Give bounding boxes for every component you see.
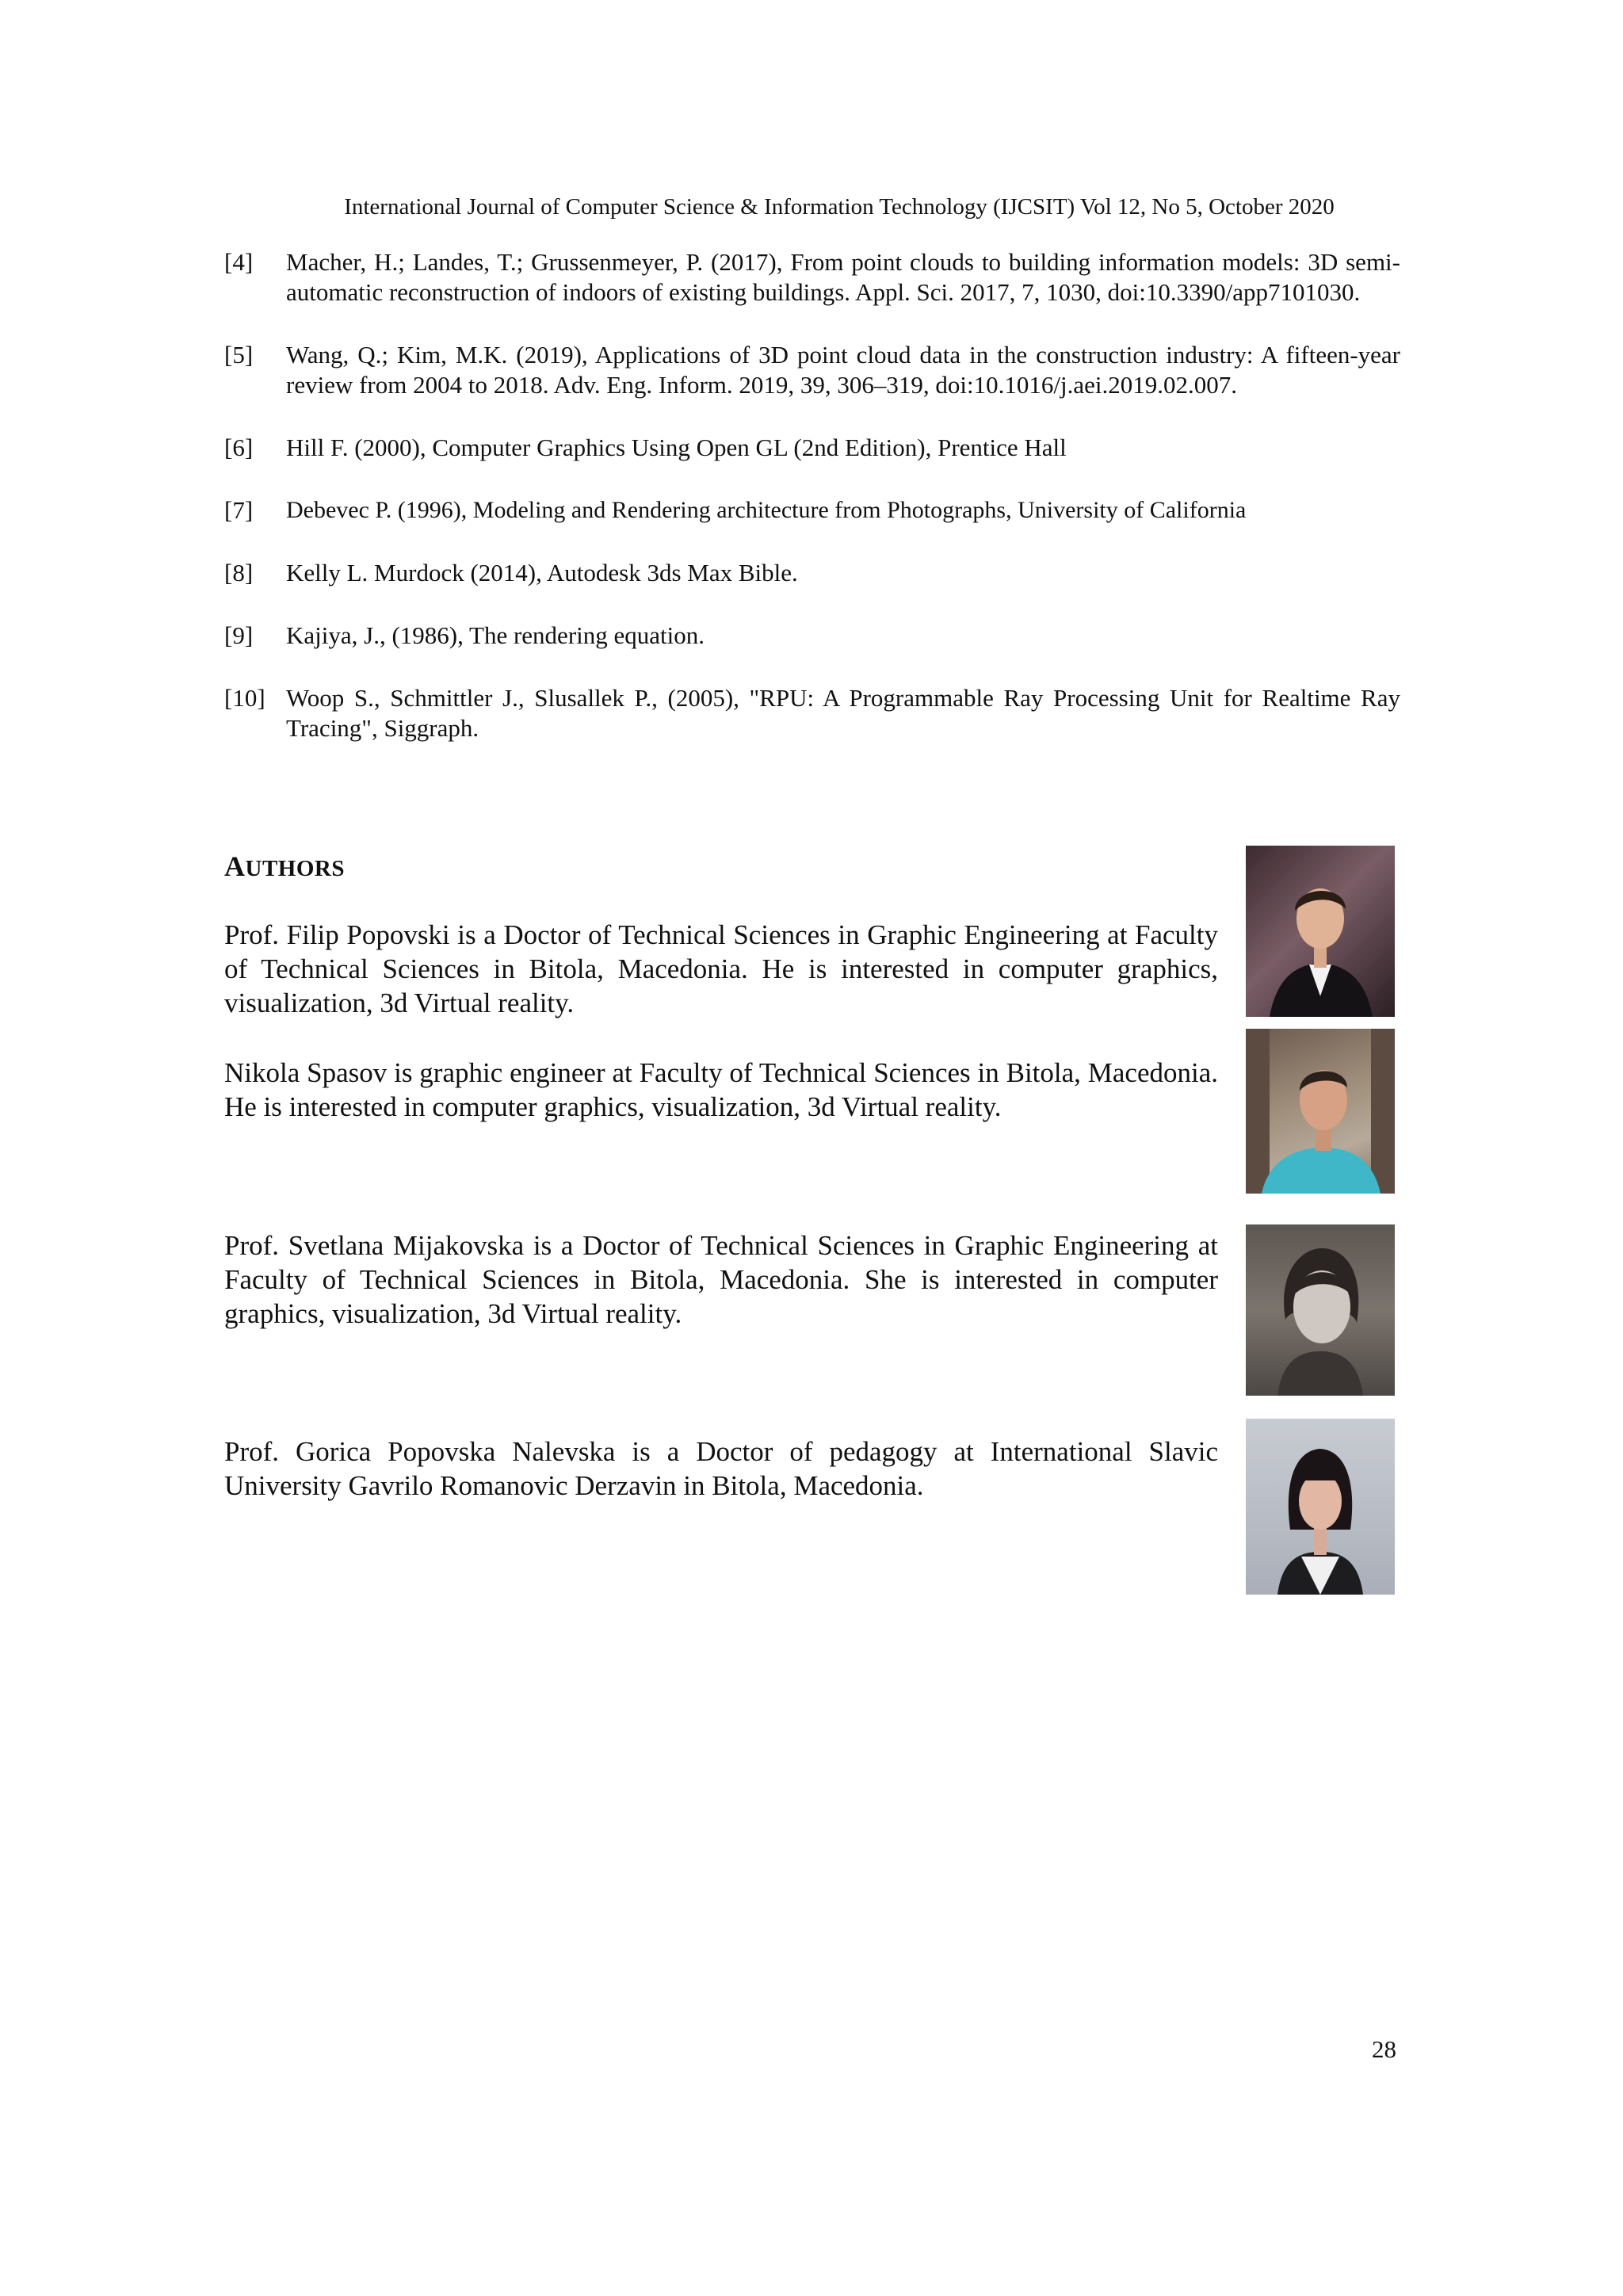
references-list	[224, 247, 1400, 776]
authors-heading	[224, 850, 345, 883]
reference-text: Woop S., Schmittler J., Slusallek P., (2005), "RPU: A Programmable Ray Processing Unit for Realtime Ray Tracing", Siggraph.	[286, 684, 1400, 742]
reference-item	[224, 495, 1400, 525]
reference-text: Macher, H.; Landes, T.; Grussenmeyer, P. (2017), From point clouds to building information models: 3D semi-automatic reconstruction of indoors of existing buildings. Appl. Sci. 2017, 7, 1030, doi:10.3390/app7101030.	[286, 248, 1400, 306]
author-bio-popovski: Prof. Filip Popovski is a Doctor of Technical Sciences in Graphic Engineering at Faculty of Technical Sciences in Bitola, Macedonia. He is interested in computer graphics, visualization, 3d Virtual reality.	[224, 919, 1218, 1018]
running-header: International Journal of Computer Science & Information Technology (IJCSIT) Vol 12, No 5, October 2020	[344, 194, 1335, 220]
reference-item	[224, 247, 1400, 308]
reference-number: [10]	[224, 684, 265, 712]
author-bio-spasov: Nikola Spasov is graphic engineer at Faculty of Technical Sciences in Bitola, Macedonia. He is interested in computer graphics, visualization, 3d Virtual reality.	[224, 1057, 1218, 1122]
authors-heading-initial: A	[224, 850, 246, 882]
reference-number: [9]	[224, 621, 254, 649]
author-bio-mijakovska: Prof. Svetlana Mijakovska is a Doctor of Technical Sciences in Graphic Engineering at Faculty of Technical Sciences in Bitola, Macedonia. She is interested in computer graphics, visualization, 3d Virtual reality.	[224, 1230, 1218, 1329]
reference-number: [4]	[224, 248, 254, 276]
author-photo-nalevska	[1246, 1419, 1395, 1595]
reference-text: Wang, Q.; Kim, M.K. (2019), Applications of 3D point cloud data in the construction industry: A fifteen-year review from 2004 to 2018. Adv. Eng. Inform. 2019, 39, 306–319, doi:10.1016/j.aei.2019.02.007.	[286, 341, 1400, 399]
reference-number: [8]	[224, 559, 254, 586]
reference-text: Kelly L. Murdock (2014), Autodesk 3ds Max Bible.	[286, 559, 798, 586]
reference-item	[224, 340, 1400, 400]
reference-number: [6]	[224, 434, 254, 461]
reference-text: Hill F. (2000), Computer Graphics Using Open GL (2nd Edition), Prentice Hall	[286, 434, 1067, 461]
reference-text: Debevec P. (1996), Modeling and Rendering architecture from Photographs, University of California	[286, 497, 1247, 523]
reference-item	[224, 621, 1400, 651]
authors-heading-rest: UTHORS	[245, 856, 345, 881]
reference-item	[224, 558, 1400, 588]
reference-number: [5]	[224, 341, 254, 369]
author-photo-popovski	[1246, 846, 1395, 1017]
reference-number: [7]	[224, 496, 254, 524]
author-bio-nalevska: Prof. Gorica Popovska Nalevska is a Doctor of pedagogy at International Slavic University Gavrilo Romanovic Derzavin in Bitola, Macedonia.	[224, 1436, 1218, 1501]
reference-item	[224, 683, 1400, 743]
reference-text: Kajiya, J., (1986), The rendering equation.	[286, 621, 705, 649]
reference-item	[224, 433, 1400, 463]
author-photo-mijakovska	[1246, 1224, 1395, 1396]
author-photo-spasov	[1246, 1029, 1395, 1194]
page-number: 28	[1372, 2035, 1396, 2063]
